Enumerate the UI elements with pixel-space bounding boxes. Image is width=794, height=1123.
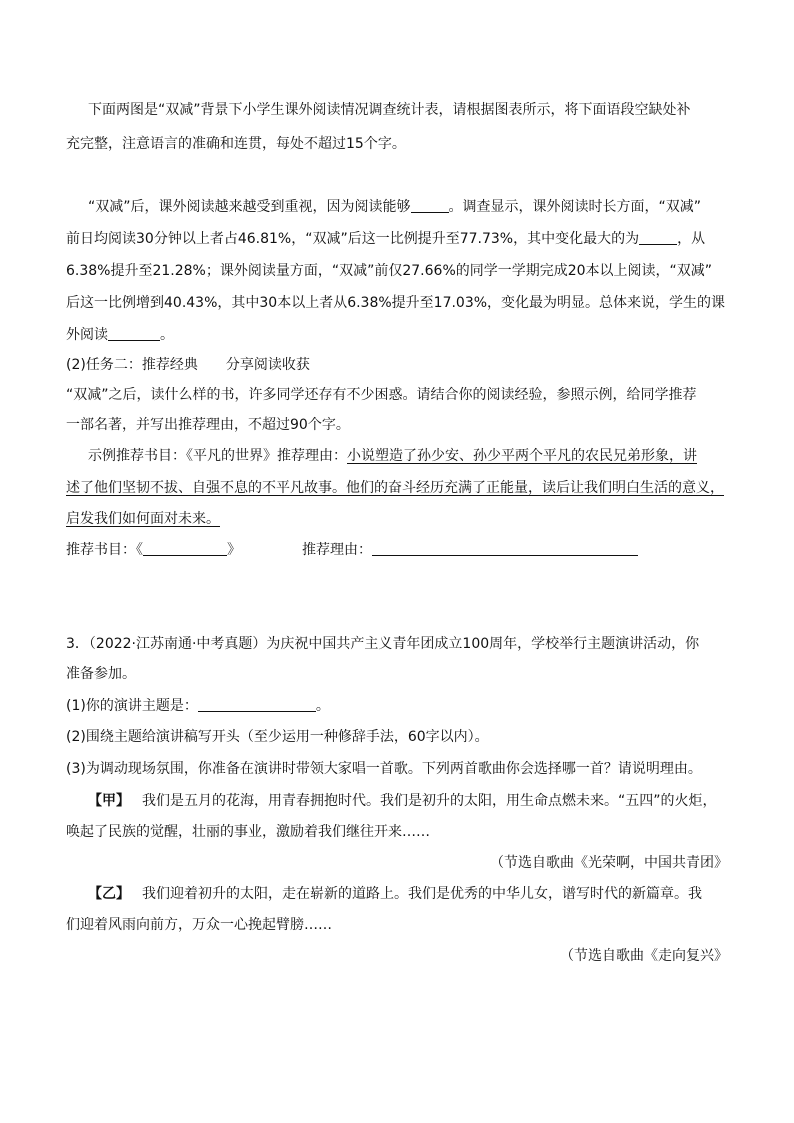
passage-text: 外阅读 bbox=[66, 327, 108, 343]
example-line-2: 述了他们坚韧不拔、自强不息的不平凡故事。他们的奋斗经历充满了正能量，读后让我们明白生活的意义， bbox=[66, 480, 724, 496]
yi-text: 我们迎着初升的太阳，走在崭新的道路上。我们是优秀的中华儿女，谱写时代的新篇章。我 bbox=[142, 886, 702, 902]
passage-text: 前日均阅读30分钟以上者占46.81%，“双减”后这一比例提升至77.73%，其中变化最大的为 bbox=[66, 231, 640, 247]
song-jia-line-2: 唤起了民族的觉醒，壮丽的事业，激励着我们继往开来…… bbox=[66, 824, 430, 840]
passage-line-3: 6.38%提升至21.28%；课外阅读量方面，“双减”前仅27.66%的同学一学期完成20本以上阅读，“双减” bbox=[66, 263, 713, 279]
example-prefix: 示例推荐书目：《平凡的世界》推荐理由： bbox=[88, 448, 347, 464]
theme-input[interactable] bbox=[198, 697, 316, 712]
jia-tag: 【甲】 bbox=[88, 793, 130, 809]
reason-answer-row bbox=[302, 540, 638, 560]
task2-heading: (2)任务二：推荐经典 分享阅读收获 bbox=[66, 357, 310, 373]
blank-1[interactable] bbox=[411, 198, 449, 213]
reason-label: 推荐理由： bbox=[302, 542, 372, 558]
jia-text: 我们是五月的花海，用青春拥抱时代。我们是初升的太阳，用生命点燃未来。“五四”的火炬， bbox=[142, 793, 717, 809]
passage-line-1 bbox=[88, 197, 701, 217]
passage-line-4: 后这一比例增到40.43%，其中30本以上者从6.38%提升至17.03%，变化最为明显。总体来说，学生的课 bbox=[66, 295, 726, 311]
example-line-3: 启发我们如何面对未来。 bbox=[66, 511, 220, 527]
song-yi-line-1 bbox=[88, 884, 702, 904]
book-answer-row bbox=[66, 540, 241, 560]
intro-line-1: 下面两图是“双减”背景下小学生课外阅读情况调查统计表，请根据图表所示，将下面语段空缺处补 bbox=[88, 102, 691, 118]
q3-subq-2: (2)围绕主题给演讲稿写开头（至少运用一种修辞手法，60字以内）。 bbox=[66, 729, 489, 745]
task2-prompt-line-2: 一部名著，并写出推荐理由，不超过90个字。 bbox=[66, 417, 350, 433]
passage-line-5 bbox=[66, 325, 174, 345]
blank-3[interactable] bbox=[108, 326, 160, 341]
subq1-label: (1)你的演讲主题是： bbox=[66, 698, 198, 714]
passage-text: ，从 bbox=[677, 231, 706, 247]
passage-line-2 bbox=[66, 229, 705, 249]
song-jia-line-1 bbox=[88, 791, 717, 811]
task2-prompt-line-1: “双减”之后，读什么样的书，许多同学还存有不少困惑。请结合你的阅读经验，参照示例，给同学推荐 bbox=[66, 387, 697, 403]
passage-text: 。调查显示，课外阅读时长方面，“双减” bbox=[448, 199, 702, 215]
song-yi-line-2: 们迎着风雨向前方，万众一心挽起臂膀…… bbox=[66, 917, 332, 933]
book-label: 推荐书目：《 bbox=[66, 542, 143, 558]
song-yi-source: （节选自歌曲《走向复兴》 bbox=[560, 948, 728, 964]
yi-tag: 【乙】 bbox=[88, 886, 130, 902]
book-title-input[interactable] bbox=[143, 541, 227, 556]
passage-text: “双减”后，课外阅读越来越受到重视，因为阅读能够 bbox=[88, 199, 411, 215]
example-line-1 bbox=[88, 446, 697, 466]
q3-line-2: 准备参加。 bbox=[66, 666, 136, 682]
book-close: 》 bbox=[227, 542, 241, 558]
subq1-end: 。 bbox=[315, 698, 330, 714]
song-jia-source: （节选自歌曲《光荣啊，中国共青团》 bbox=[490, 855, 728, 871]
q3-subq-3: (3)为调动现场氛围，你准备在演讲时带领大家唱一首歌。下列两首歌曲你会选择哪一首？请说明理由。 bbox=[66, 761, 702, 777]
reason-input[interactable] bbox=[372, 541, 638, 556]
q3-line-1: 3．（2022·江苏南通·中考真题）为庆祝中国共产主义青年团成立100周年，学校举行主题演讲活动，你 bbox=[66, 636, 700, 652]
passage-text: 。 bbox=[160, 327, 174, 343]
blank-2[interactable] bbox=[639, 230, 677, 245]
intro-line-2: 充完整，注意语言的准确和连贯，每处不超过15个字。 bbox=[66, 136, 406, 152]
example-reason: 小说塑造了孙少安、孙少平两个平凡的农民兄弟形象，讲 bbox=[347, 448, 697, 464]
q3-subq-1 bbox=[66, 696, 330, 716]
